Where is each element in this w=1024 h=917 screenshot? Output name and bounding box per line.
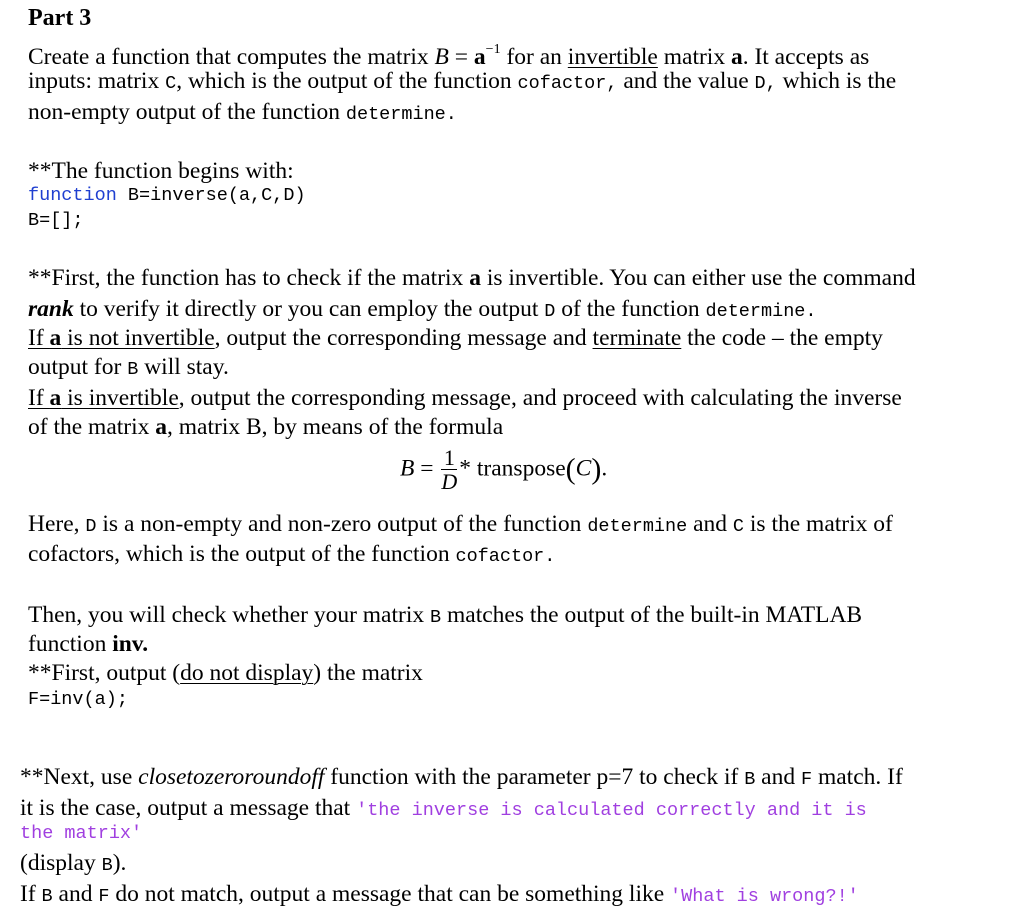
text: to verify it directly or you can employ the output — [73, 296, 545, 322]
text: will stay. — [138, 354, 229, 380]
code-B: B — [127, 359, 139, 380]
code-B: B — [41, 886, 53, 907]
code-C: C — [732, 516, 745, 537]
first-line-3 — [28, 324, 883, 352]
text: If — [20, 881, 42, 907]
code-B: B — [430, 607, 442, 628]
text: . It accepts as — [742, 44, 870, 70]
text: it is the case, output a message that — [20, 795, 357, 821]
code-C: C — [165, 73, 177, 94]
code-string: 'What is wrong?!' — [670, 886, 859, 907]
intro-line-3 — [28, 98, 457, 129]
part-title: Part 3 — [28, 5, 92, 31]
code-line-function — [28, 184, 306, 208]
underlined-invertible — [28, 385, 179, 411]
underlined-not-invertible — [28, 325, 215, 351]
text: cofactors, which is the output of the function — [28, 541, 456, 567]
math-a: a — [473, 44, 486, 70]
text: non-empty output of the function — [28, 99, 346, 125]
underlined-do-not-display: do not display — [180, 660, 314, 686]
text: **First, the function has to check if the matrix — [28, 265, 470, 291]
text: , output the corresponding message and — [214, 325, 593, 351]
code-D: D — [85, 516, 97, 537]
text: Create a function that computes the matrix — [28, 44, 435, 70]
text: and the value — [617, 68, 755, 94]
bold-a: a — [469, 265, 481, 291]
text: is a non-empty and non-zero output of the function — [96, 511, 588, 537]
code-cofactor: cofactor. — [455, 546, 556, 567]
text: output for — [28, 354, 128, 380]
code-determine: determine. — [705, 301, 817, 322]
fraction — [441, 447, 457, 493]
text: inputs: matrix — [28, 68, 166, 94]
code-string-cont: the matrix' — [20, 823, 143, 844]
text: Then, you will check whether your matrix — [28, 602, 430, 628]
code-determine: determine. — [345, 104, 457, 125]
text: function with the parameter p=7 to check if — [324, 764, 745, 790]
code-F: F — [98, 886, 110, 907]
underlined-invertible: invertible — [567, 44, 658, 70]
text: and — [52, 881, 99, 907]
text: , matrix B, by means of the formula — [167, 414, 504, 440]
next-line-5 — [20, 880, 859, 911]
first-line-1 — [28, 264, 916, 292]
text: is not invertible — [61, 325, 215, 351]
text: ). — [112, 850, 127, 876]
next-line-1 — [20, 763, 903, 794]
math-B: B — [434, 44, 449, 70]
bold-a: a — [49, 325, 62, 351]
text: match. If — [812, 764, 903, 790]
text: , output the corresponding message, and proceed with calculating the inverse — [178, 385, 902, 411]
first-line-5 — [28, 384, 902, 412]
intro-line-2 — [28, 67, 896, 98]
underlined-terminate: terminate — [592, 325, 682, 351]
text: is the matrix of — [744, 511, 893, 537]
math-eq: = — [448, 44, 474, 70]
first-line-4 — [28, 353, 229, 384]
intro-line-1 — [28, 36, 869, 71]
text: is invertible. You can either use the command — [480, 265, 916, 291]
italic-function-name: closetozeroroundoff — [138, 764, 325, 790]
bold-a: a — [155, 414, 168, 440]
text: and — [687, 511, 733, 537]
bold-italic-rank: rank — [28, 296, 74, 322]
inverse-formula — [400, 447, 607, 493]
begins-heading: **The function begins with: — [28, 158, 294, 184]
text: If — [28, 325, 50, 351]
text: of the function — [555, 296, 706, 322]
text: the code – the empty — [681, 325, 883, 351]
math-C: C — [575, 455, 592, 482]
here-line-2 — [28, 540, 555, 571]
first-line-6 — [28, 413, 503, 441]
text: matrix — [657, 44, 731, 70]
math-eq: = — [414, 455, 440, 482]
text: Here, — [28, 511, 86, 537]
code-D: D — [544, 301, 556, 322]
next-line-4 — [20, 849, 126, 880]
then-line-3 — [28, 659, 423, 687]
text: for an — [500, 44, 568, 70]
text: **First, output ( — [28, 660, 181, 686]
code-determine: determine — [587, 516, 688, 537]
text: (display — [20, 850, 102, 876]
text: which is the — [776, 68, 897, 94]
bold-inv: inv. — [112, 631, 149, 657]
text: and — [755, 764, 801, 790]
text: **Next, use — [20, 764, 139, 790]
code-D: D, — [754, 73, 777, 94]
next-line-2 — [20, 794, 867, 825]
math-paren: ) — [591, 452, 602, 486]
code-F: F — [800, 769, 813, 790]
text: ) the matrix — [313, 660, 423, 686]
text: , which is the output of the function — [176, 68, 518, 94]
fraction-numerator: 1 — [441, 447, 457, 470]
here-line-1 — [28, 510, 893, 541]
math-sup: −1 — [485, 42, 501, 57]
text: of the matrix — [28, 414, 156, 440]
text: If — [28, 385, 50, 411]
fraction-denominator: D — [441, 469, 458, 494]
then-line-2 — [28, 630, 148, 658]
text: matches the output of the built-in MATLAB — [441, 602, 863, 628]
bold-a: a — [730, 44, 743, 70]
math-dot: . — [601, 455, 608, 482]
code-line-inv: F=inv(a); — [28, 689, 128, 710]
bold-a: a — [49, 385, 62, 411]
code-signature: B=inverse(a,C,D) — [116, 185, 306, 206]
text: do not match, output a message that can be something like — [109, 881, 671, 907]
code-B: B — [744, 769, 756, 790]
text: is invertible — [61, 385, 179, 411]
text: function — [28, 631, 113, 657]
math-transpose: * transpose — [459, 455, 566, 482]
code-keyword: function — [28, 185, 117, 206]
code-string: 'the inverse is calculated correctly and it is — [356, 800, 867, 821]
then-line-1 — [28, 601, 862, 632]
code-line-init: B=[]; — [28, 210, 84, 231]
code-B: B — [101, 855, 113, 876]
code-cofactor: cofactor, — [517, 73, 618, 94]
math-paren: ( — [565, 452, 576, 486]
math-B: B — [400, 455, 415, 482]
first-line-2 — [28, 295, 817, 326]
